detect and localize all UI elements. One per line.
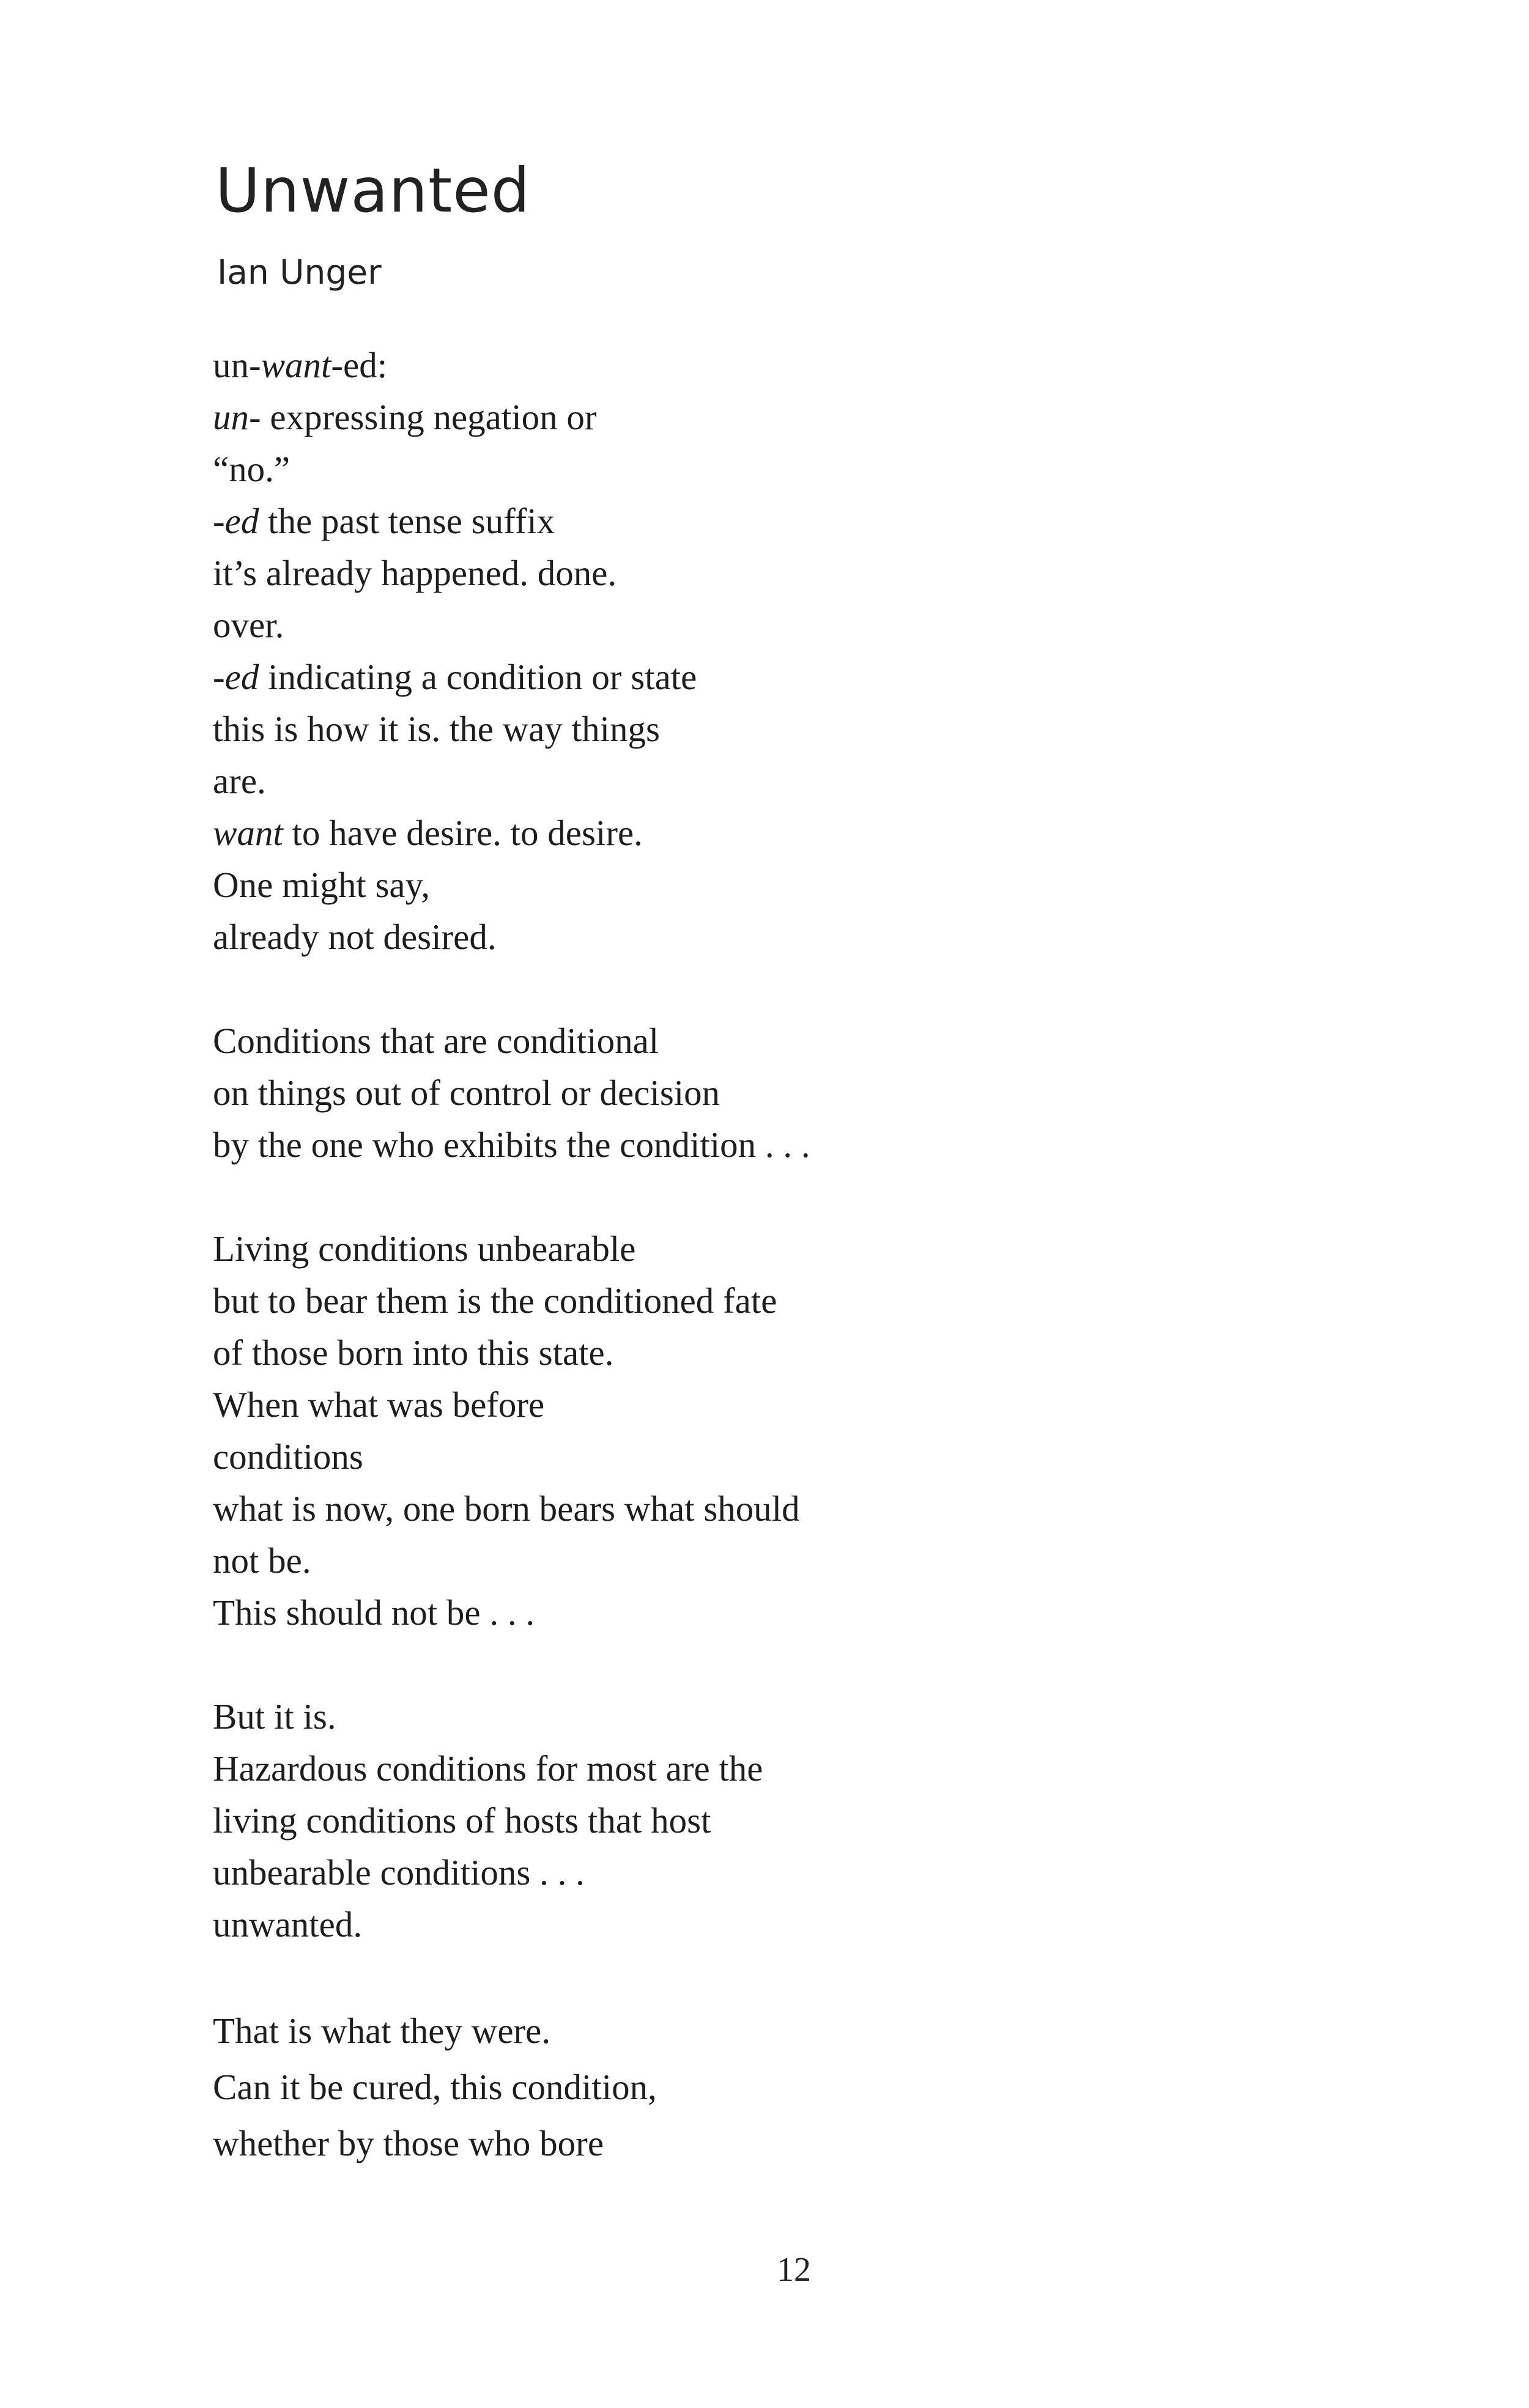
text-segment: indicating a condition or state bbox=[259, 657, 697, 697]
poem-line bbox=[213, 339, 1375, 391]
poem-line bbox=[213, 1587, 1375, 1639]
stanza-break bbox=[213, 1639, 1375, 1691]
text-segment: Can it be cured, this condition, bbox=[213, 2067, 657, 2107]
poem-line bbox=[213, 1223, 1375, 1275]
italic-segment: -ed bbox=[213, 501, 259, 541]
italic-segment: -ed bbox=[213, 657, 259, 697]
poem-line bbox=[213, 599, 1375, 651]
poem-line bbox=[213, 1795, 1375, 1847]
italic-segment: un- bbox=[213, 397, 261, 437]
poem-line bbox=[213, 859, 1375, 911]
poem-line bbox=[213, 703, 1375, 755]
text-segment: of those born into this state. bbox=[213, 1332, 614, 1373]
text-segment: Conditions that are conditional bbox=[213, 1021, 659, 1061]
text-segment: That is what they were. bbox=[213, 2011, 551, 2051]
poem-line bbox=[213, 1275, 1375, 1327]
poem-line bbox=[213, 391, 1375, 443]
text-segment: the past tense suffix bbox=[259, 501, 555, 541]
page-number-container bbox=[0, 2250, 1529, 2289]
poem-title: Unwanted bbox=[215, 155, 531, 226]
poem-line bbox=[213, 1431, 1375, 1483]
poem-line bbox=[213, 755, 1375, 807]
text-segment: Living conditions unbearable bbox=[213, 1228, 636, 1269]
page-number: 12 bbox=[777, 2251, 811, 2289]
poem-line bbox=[213, 547, 1375, 599]
poem-line bbox=[213, 911, 1375, 963]
text-segment: conditions bbox=[213, 1436, 363, 1477]
stanza-break bbox=[213, 1171, 1375, 1223]
text-segment: When what was before bbox=[213, 1384, 545, 1425]
poem-line bbox=[213, 1691, 1375, 1743]
poem-line bbox=[213, 1847, 1375, 1899]
text-segment: this is how it is. the way things bbox=[213, 709, 660, 749]
text-segment: it’s already happened. done. bbox=[213, 553, 617, 593]
text-segment: unbearable conditions . . . bbox=[213, 1852, 585, 1893]
poem-line bbox=[213, 1015, 1375, 1067]
text-segment: to have desire. to desire. bbox=[283, 813, 643, 853]
text-segment: whether by those who bore bbox=[213, 2123, 604, 2163]
stanza-break bbox=[213, 963, 1375, 1015]
poem-line bbox=[213, 807, 1375, 859]
text-segment: are. bbox=[213, 761, 266, 801]
poem-line bbox=[213, 495, 1375, 547]
poem-line bbox=[213, 1483, 1375, 1535]
text-segment: but to bear them is the conditioned fate bbox=[213, 1280, 777, 1321]
text-segment: Hazardous conditions for most are the bbox=[213, 1748, 763, 1789]
italic-segment: want bbox=[213, 813, 283, 853]
text-segment: what is now, one born bears what should bbox=[213, 1488, 800, 1529]
text-segment: living conditions of hosts that host bbox=[213, 1800, 711, 1841]
text-segment: not be. bbox=[213, 1540, 311, 1581]
italic-segment: want bbox=[261, 345, 331, 385]
poem-line bbox=[213, 2003, 1375, 2059]
text-segment: on things out of control or decision bbox=[213, 1073, 720, 1113]
poem-line bbox=[213, 1379, 1375, 1431]
text-segment: -ed: bbox=[331, 345, 388, 385]
text-segment: expressing negation or bbox=[261, 397, 597, 437]
text-segment: un- bbox=[213, 345, 261, 385]
poem-line bbox=[213, 443, 1375, 495]
poem-line bbox=[213, 1327, 1375, 1379]
poem-line bbox=[213, 1743, 1375, 1795]
text-segment: But it is. bbox=[213, 1696, 336, 1737]
poem-line bbox=[213, 1067, 1375, 1119]
text-segment: over. bbox=[213, 605, 284, 645]
text-segment: by the one who exhibits the condition . . . bbox=[213, 1125, 810, 1165]
text-segment: already not desired. bbox=[213, 917, 497, 957]
text-segment: One might say, bbox=[213, 865, 431, 905]
text-segment: This should not be . . . bbox=[213, 1592, 535, 1633]
poem-line bbox=[213, 1119, 1375, 1171]
text-segment: “no.” bbox=[213, 449, 291, 489]
poem-line bbox=[213, 1899, 1375, 1951]
stanza-break bbox=[213, 1951, 1375, 2003]
poem-line bbox=[213, 2059, 1375, 2115]
poem-line bbox=[213, 651, 1375, 703]
poem-body bbox=[213, 339, 1375, 2171]
poem-author: Ian Unger bbox=[217, 253, 382, 292]
poem-line bbox=[213, 1535, 1375, 1587]
poem-line bbox=[213, 2115, 1375, 2171]
text-segment: unwanted. bbox=[213, 1904, 363, 1944]
